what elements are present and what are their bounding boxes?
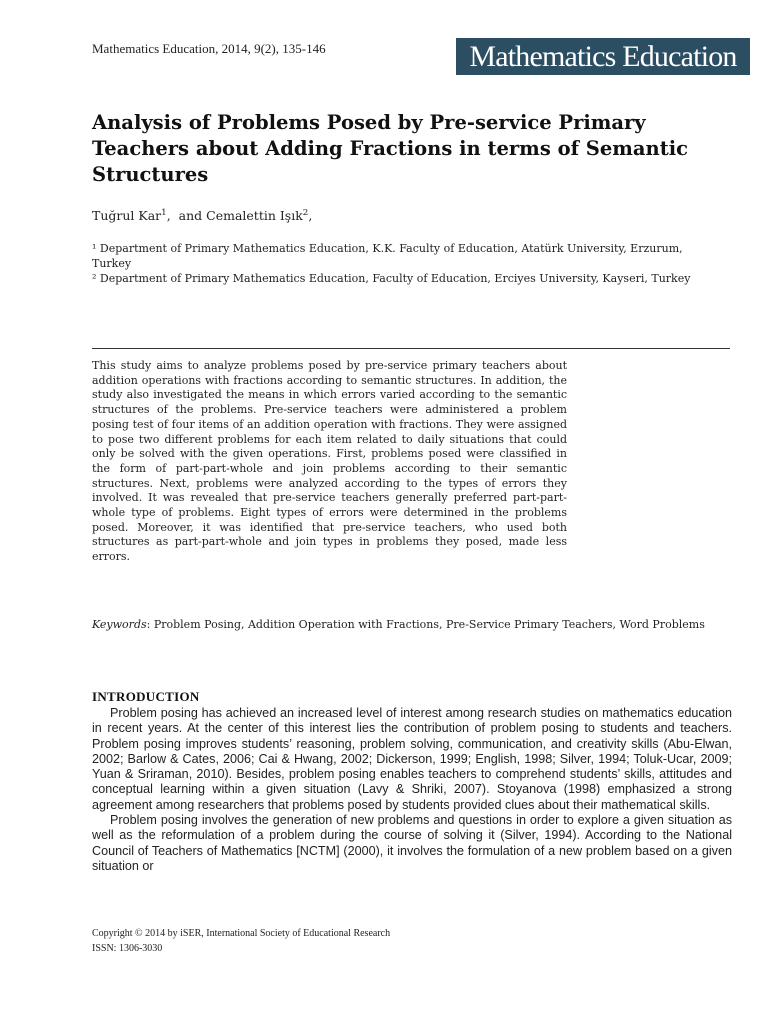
keywords-text: : Problem Posing, Addition Operation with Fractions, Pre-Service Primary Teachers, Word Problems xyxy=(146,618,705,631)
abstract: This study aims to analyze problems posed by pre-service primary teachers about addition operations with fractions according to semantic structures. In addition, the study also investigated the means in which errors varied according to the semantic structures of the problems. Pre-service teachers were administered a problem posing test of four items of an addition operation with fractions. They were assigned to pose two different problems for each item related to daily situations that could only be solved with the given operations. First, problems posed were classified in the form of part-part-whole and join problems according to their semantic structures. Next, problems were analyzed according to the types of errors they involved. It was revealed that pre-service teachers generally preferred part-part-whole type of problems. Eight types of errors were determined in the problems posed. Moreover, it was identified that pre-service teachers, who used both structures as part-part-whole and join types in problems they posed, made less errors. xyxy=(92,359,567,564)
author-name: Tuğrul Kar xyxy=(92,208,162,223)
paragraph: Problem posing has achieved an increased level of interest among research studies on mathematics education in recent years. At the center of this interest lies the contribution of problem posing to students and teachers. Problem posing improves students’ reasoning, problem solving, communication, and creativity skills (Abu-Elwan, 2002; Barlow & Cates, 2006; Cai & Hwang, 2002; Dickerson, 1999; English, 1998; Silver, 1994; Toluk-Ucar, 2009; Yuan & Sriraman, 2010). Besides, problem posing enables teachers to comprehend students’ skills, attitudes and conceptual learning within a given situation (Lavy & Shriki, 2007). Stoyanova (1998) emphasized a strong agreement among researchers that problems posed by students provided clues about their mathematical skills. xyxy=(92,706,732,812)
keywords-label: Keywords xyxy=(92,618,147,631)
affiliation-text: Department of Primary Mathematics Education, K.K. Faculty of Education, Atatürk University, Erzurum, Turkey xyxy=(92,242,683,270)
affiliation-text: Department of Primary Mathematics Education, Faculty of Education, Erciyes University, Kayseri, Turkey xyxy=(99,272,691,285)
copyright-notice: Copyright © 2014 by iSER, International Society of Educational Research xyxy=(92,928,391,939)
affiliation-2 xyxy=(92,272,732,287)
author-list-trailing: , xyxy=(308,208,313,223)
author-list xyxy=(92,208,312,223)
issn: ISSN: 1306-3030 xyxy=(92,943,163,954)
affiliation-marker: ² xyxy=(92,272,97,285)
paper-title: Analysis of Problems Posed by Pre-service Primary Teachers about Adding Fractions in terms of Semantic Structures xyxy=(92,111,688,186)
author-separator: , and xyxy=(166,208,207,223)
journal-masthead-logo: Mathematics Education xyxy=(456,38,750,75)
introduction-body xyxy=(92,706,732,874)
page-footer xyxy=(92,926,390,956)
keywords xyxy=(92,614,732,636)
section-divider xyxy=(92,348,730,349)
affiliation-marker: 2 xyxy=(302,207,309,218)
affiliation-1 xyxy=(92,242,692,271)
author-name: Cemalettin Işık xyxy=(206,208,303,223)
affiliation-marker: 1 xyxy=(161,207,167,218)
journal-citation: Mathematics Education, 2014, 9(2), 135-146 xyxy=(92,41,326,56)
affiliation-marker: ¹ xyxy=(92,242,97,255)
section-heading: INTRODUCTION xyxy=(92,689,200,704)
paragraph: Problem posing involves the generation of new problems and questions in order to explore a given situation as well as the reformulation of a problem during the course of solving it (Silver, 1994). According to the National Council of Teachers of Mathematics [NCTM] (2000), it involves the formulation of a new problem based on a given situation or xyxy=(92,813,732,873)
